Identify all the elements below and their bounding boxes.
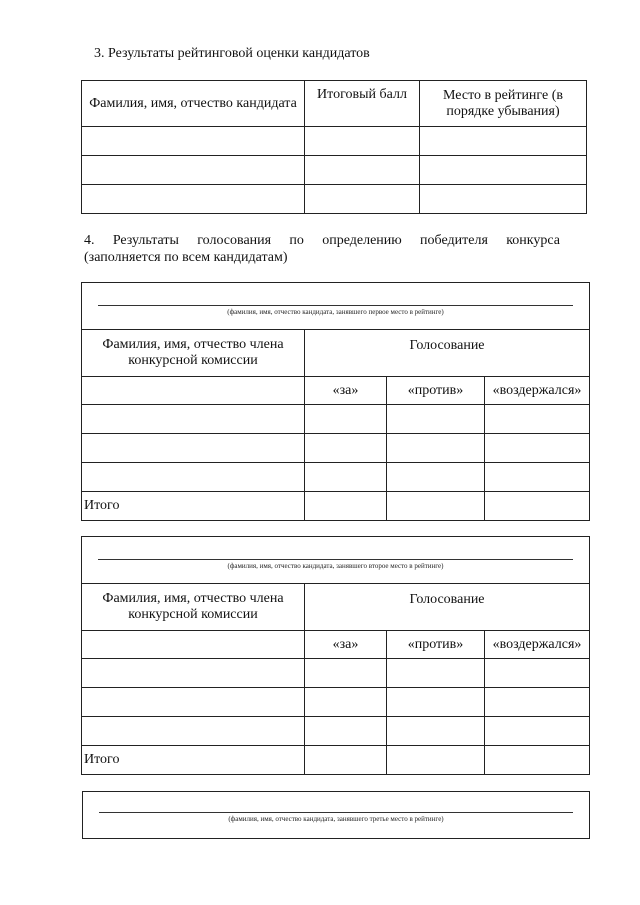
column-header-rank: Место в рейтинге (в порядке убывания): [420, 81, 587, 127]
candidate-name-field[interactable]: [82, 283, 590, 330]
table-row: [82, 659, 590, 688]
signature-line: [98, 559, 573, 560]
table-cell[interactable]: [82, 688, 305, 717]
table-cell[interactable]: [82, 434, 305, 463]
table-cell[interactable]: [485, 492, 590, 521]
total-row: [82, 492, 590, 521]
table-row: [82, 156, 587, 185]
table-cell[interactable]: [387, 659, 485, 688]
table-cell[interactable]: [82, 185, 305, 214]
column-header-vote-for: «за»: [305, 377, 387, 405]
table-cell[interactable]: [82, 659, 305, 688]
table-cell[interactable]: [387, 492, 485, 521]
rating-table: [81, 80, 587, 214]
table-row: [82, 185, 587, 214]
table-cell[interactable]: [305, 688, 387, 717]
table-cell[interactable]: [387, 405, 485, 434]
table-row: [82, 688, 590, 717]
candidate-caption: (фамилия, имя, отчество кандидата, занявшего третье место в рейтинге): [228, 815, 444, 823]
table-cell[interactable]: [387, 463, 485, 492]
table-cell[interactable]: [485, 688, 590, 717]
voting-table-second-place: [81, 536, 590, 775]
table-cell[interactable]: [82, 631, 305, 659]
table-cell[interactable]: [485, 717, 590, 746]
total-label: Итого: [82, 492, 305, 521]
table-cell[interactable]: [305, 405, 387, 434]
table-cell[interactable]: [420, 127, 587, 156]
table-cell[interactable]: [305, 434, 387, 463]
column-header-voting: Голосование: [305, 330, 590, 377]
total-row: [82, 746, 590, 775]
signature-line: [99, 812, 573, 813]
table-row: [82, 463, 590, 492]
table-row: [82, 434, 590, 463]
table-cell[interactable]: [485, 463, 590, 492]
voting-table-first-place: [81, 282, 590, 521]
table-cell[interactable]: [485, 746, 590, 775]
table-cell[interactable]: [305, 185, 420, 214]
section-3-heading: 3. Результаты рейтинговой оценки кандидатов: [94, 46, 370, 61]
signature-line: [98, 305, 573, 306]
table-cell[interactable]: [305, 156, 420, 185]
table-cell[interactable]: [305, 746, 387, 775]
table-cell[interactable]: [485, 434, 590, 463]
table-cell[interactable]: [82, 717, 305, 746]
column-header-vote-against: «против»: [387, 631, 485, 659]
table-cell[interactable]: [305, 492, 387, 521]
candidate-name-field-third-place[interactable]: [82, 791, 590, 839]
section-4-subheading: (заполняется по всем кандидатам): [84, 250, 288, 265]
table-cell[interactable]: [485, 405, 590, 434]
column-header-member-name: Фамилия, имя, отчество члена конкурсной комиссии: [82, 330, 305, 377]
table-cell[interactable]: [305, 659, 387, 688]
table-cell[interactable]: [387, 688, 485, 717]
table-cell[interactable]: [82, 377, 305, 405]
table-cell[interactable]: [305, 463, 387, 492]
table-cell[interactable]: [485, 659, 590, 688]
table-cell[interactable]: [420, 185, 587, 214]
column-header-voting: Голосование: [305, 584, 590, 631]
section-4-heading: 4. Результаты голосования по определению победителя конкурса: [84, 233, 560, 248]
column-header-vote-against: «против»: [387, 377, 485, 405]
table-cell[interactable]: [387, 746, 485, 775]
column-header-vote-abstain: «воздержался»: [485, 377, 590, 405]
table-cell[interactable]: [387, 434, 485, 463]
table-row: [82, 127, 587, 156]
total-label: Итого: [82, 746, 305, 775]
column-header-vote-abstain: «воздержался»: [485, 631, 590, 659]
column-header-candidate-name: Фамилия, имя, отчество кандидата: [82, 81, 305, 127]
table-row: [82, 717, 590, 746]
column-header-vote-for: «за»: [305, 631, 387, 659]
candidate-name-field[interactable]: [82, 537, 590, 584]
table-cell[interactable]: [82, 463, 305, 492]
table-cell[interactable]: [420, 156, 587, 185]
column-header-total-score: Итоговый балл: [305, 81, 420, 127]
table-cell[interactable]: [387, 717, 485, 746]
candidate-caption: (фамилия, имя, отчество кандидата, занявшего первое место в рейтинге): [227, 308, 444, 316]
table-cell[interactable]: [82, 156, 305, 185]
table-cell[interactable]: [82, 127, 305, 156]
candidate-caption: (фамилия, имя, отчество кандидата, занявшего второе место в рейтинге): [227, 562, 444, 570]
table-row: [82, 405, 590, 434]
table-cell[interactable]: [305, 127, 420, 156]
column-header-member-name: Фамилия, имя, отчество члена конкурсной комиссии: [82, 584, 305, 631]
table-cell[interactable]: [82, 405, 305, 434]
table-cell[interactable]: [305, 717, 387, 746]
